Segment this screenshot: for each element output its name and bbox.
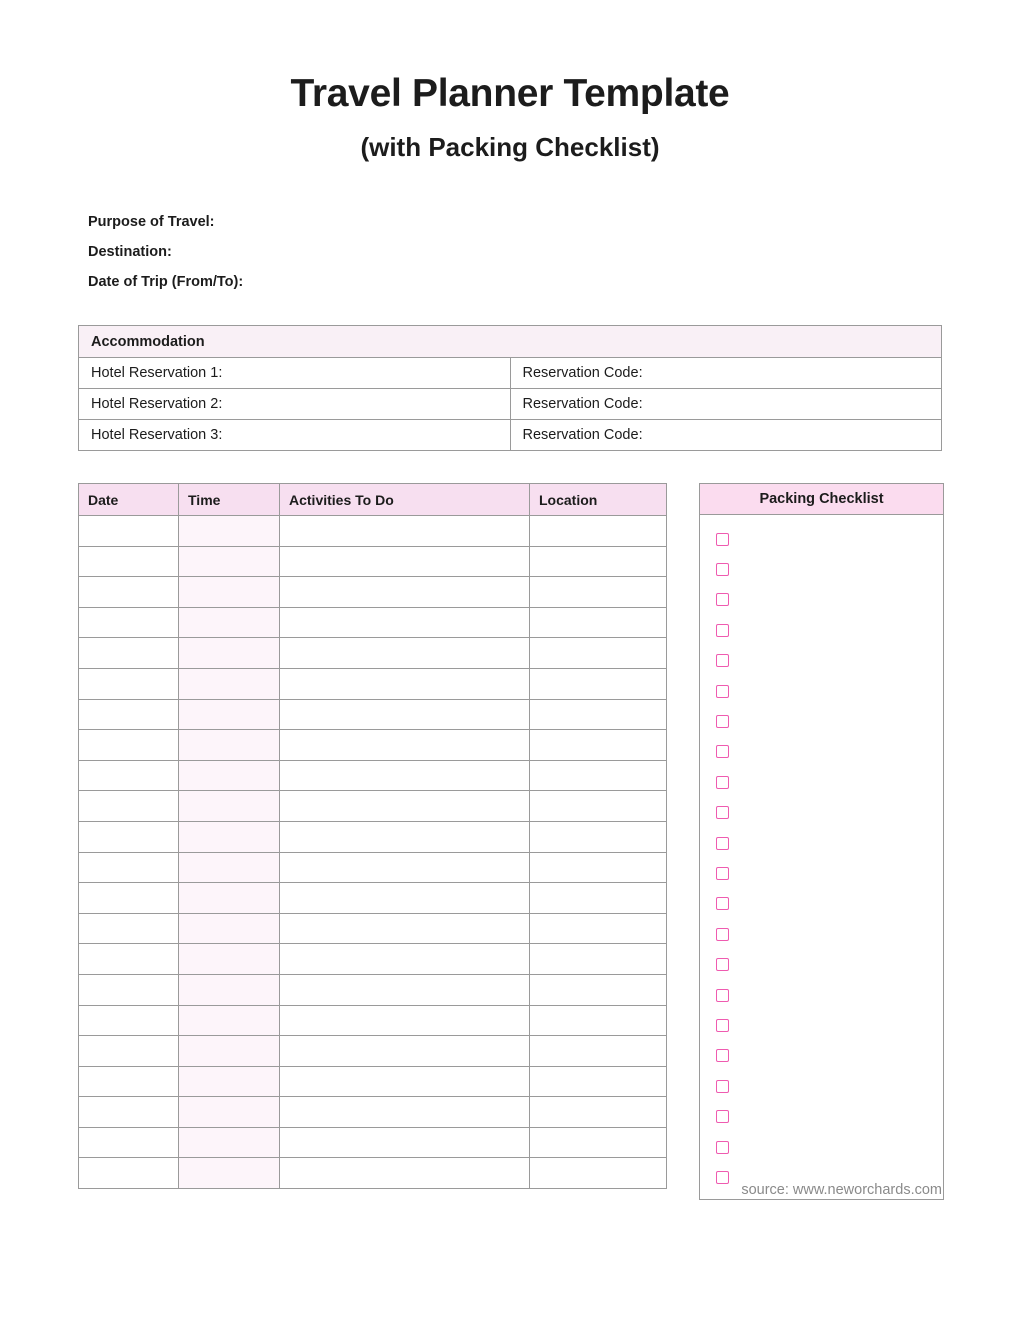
itinerary-cell-time[interactable] (179, 577, 280, 608)
itinerary-cell-time[interactable] (179, 883, 280, 914)
table-row (79, 1097, 667, 1128)
itinerary-header-row (79, 484, 667, 516)
itinerary-cell-date[interactable] (79, 546, 179, 577)
itinerary-cell-activity[interactable] (280, 1097, 530, 1128)
accommodation-heading: Accommodation (79, 326, 942, 358)
itinerary-cell-time[interactable] (179, 668, 280, 699)
checkbox-icon[interactable] (716, 958, 729, 971)
checkbox-icon[interactable] (716, 1080, 729, 1093)
lower-section (78, 483, 944, 1200)
itinerary-cell-location[interactable] (530, 1036, 667, 1067)
table-row (79, 577, 667, 608)
itinerary-cell-location[interactable] (530, 577, 667, 608)
checkbox-icon[interactable] (716, 806, 729, 819)
table-row (79, 326, 942, 358)
page-subtitle: (with Packing Checklist) (360, 132, 660, 162)
itinerary-cell-activity[interactable] (280, 852, 530, 883)
table-row (79, 1127, 667, 1158)
page-title: Travel Planner Template (290, 72, 730, 115)
table-row (79, 1036, 667, 1067)
reservation-code-1-cell[interactable]: Reservation Code: (510, 358, 942, 389)
itinerary-cell-time[interactable] (179, 638, 280, 669)
table-row (79, 607, 667, 638)
itinerary-cell-activity[interactable] (280, 1036, 530, 1067)
itinerary-cell-location[interactable] (530, 760, 667, 791)
itinerary-cell-time[interactable] (179, 944, 280, 975)
itinerary-cell-activity[interactable] (280, 821, 530, 852)
list-item (716, 585, 943, 615)
itinerary-cell-location[interactable] (530, 607, 667, 638)
checkbox-icon[interactable] (716, 715, 729, 728)
itinerary-body (79, 516, 667, 1189)
packing-checklist-heading: Packing Checklist (700, 484, 943, 515)
itinerary-cell-activity[interactable] (280, 791, 530, 822)
table-row (79, 516, 667, 547)
table-row (79, 546, 667, 577)
table-row (79, 883, 667, 914)
itinerary-cell-location[interactable] (530, 516, 667, 547)
itinerary-cell-date[interactable] (79, 760, 179, 791)
table-row (79, 668, 667, 699)
column-header-location: Location (530, 484, 667, 516)
date-of-trip-label: Date of Trip (From/To): (88, 274, 244, 290)
itinerary-cell-time[interactable] (179, 1097, 280, 1128)
hotel-reservation-2-cell[interactable]: Hotel Reservation 2: (79, 389, 511, 420)
itinerary-cell-time[interactable] (179, 546, 280, 577)
hotel-reservation-3-cell[interactable]: Hotel Reservation 3: (79, 420, 511, 451)
itinerary-cell-location[interactable] (530, 1158, 667, 1189)
table-row (79, 944, 667, 975)
itinerary-cell-activity[interactable] (280, 974, 530, 1005)
itinerary-cell-date[interactable] (79, 638, 179, 669)
list-item (716, 554, 943, 584)
accommodation-table (78, 325, 942, 451)
itinerary-cell-location[interactable] (530, 668, 667, 699)
table-row (79, 389, 942, 420)
itinerary-cell-activity[interactable] (280, 516, 530, 547)
itinerary-cell-location[interactable] (530, 638, 667, 669)
source-credit: source: www.neworchards.com (741, 1182, 942, 1198)
checkbox-icon[interactable] (716, 897, 729, 910)
reservation-code-2-cell[interactable]: Reservation Code: (510, 389, 942, 420)
list-item (716, 1071, 943, 1101)
itinerary-cell-location[interactable] (530, 883, 667, 914)
itinerary-cell-location[interactable] (530, 546, 667, 577)
itinerary-cell-date[interactable] (79, 1127, 179, 1158)
table-row (79, 699, 667, 730)
table-row (79, 730, 667, 761)
list-item (716, 1101, 943, 1131)
table-row (79, 420, 942, 451)
checkbox-icon[interactable] (716, 654, 729, 667)
itinerary-cell-activity[interactable] (280, 883, 530, 914)
itinerary-cell-time[interactable] (179, 852, 280, 883)
table-row (79, 913, 667, 944)
table-row (79, 760, 667, 791)
packing-checklist-panel (699, 483, 944, 1200)
itinerary-cell-activity[interactable] (280, 913, 530, 944)
list-item (716, 524, 943, 554)
table-row (79, 1066, 667, 1097)
list-item (716, 646, 943, 676)
itinerary-cell-date[interactable] (79, 1097, 179, 1128)
list-item (716, 767, 943, 797)
table-row (79, 1005, 667, 1036)
itinerary-cell-activity[interactable] (280, 944, 530, 975)
list-item (716, 949, 943, 979)
checkbox-icon[interactable] (716, 563, 729, 576)
itinerary-cell-activity[interactable] (280, 1127, 530, 1158)
list-item (716, 798, 943, 828)
itinerary-cell-location[interactable] (530, 852, 667, 883)
itinerary-cell-time[interactable] (179, 760, 280, 791)
list-item (716, 676, 943, 706)
checkbox-icon[interactable] (716, 1049, 729, 1062)
itinerary-cell-activity[interactable] (280, 760, 530, 791)
itinerary-cell-date[interactable] (79, 974, 179, 1005)
itinerary-cell-time[interactable] (179, 821, 280, 852)
checkbox-icon[interactable] (716, 624, 729, 637)
checkbox-icon[interactable] (716, 867, 729, 880)
itinerary-cell-activity[interactable] (280, 1066, 530, 1097)
table-row (79, 791, 667, 822)
itinerary-cell-date[interactable] (79, 1066, 179, 1097)
checkbox-icon[interactable] (716, 837, 729, 850)
itinerary-cell-date[interactable] (79, 913, 179, 944)
list-item (716, 1041, 943, 1071)
checkbox-icon[interactable] (716, 989, 729, 1002)
list-item (716, 737, 943, 767)
itinerary-cell-location[interactable] (530, 730, 667, 761)
itinerary-cell-time[interactable] (179, 1036, 280, 1067)
list-item (716, 615, 943, 645)
itinerary-cell-date[interactable] (79, 852, 179, 883)
list-item (716, 1010, 943, 1040)
table-row (79, 358, 942, 389)
itinerary-cell-location[interactable] (530, 913, 667, 944)
list-item (716, 919, 943, 949)
itinerary-cell-location[interactable] (530, 1005, 667, 1036)
itinerary-cell-location[interactable] (530, 944, 667, 975)
list-item (716, 858, 943, 888)
itinerary-cell-time[interactable] (179, 1158, 280, 1189)
itinerary-cell-date[interactable] (79, 1005, 179, 1036)
itinerary-cell-date[interactable] (79, 577, 179, 608)
checkbox-icon[interactable] (716, 1019, 729, 1032)
itinerary-cell-date[interactable] (79, 730, 179, 761)
itinerary-cell-time[interactable] (179, 607, 280, 638)
itinerary-cell-activity[interactable] (280, 638, 530, 669)
itinerary-cell-date[interactable] (79, 699, 179, 730)
table-row (79, 638, 667, 669)
list-item (716, 706, 943, 736)
itinerary-cell-activity[interactable] (280, 546, 530, 577)
itinerary-cell-activity[interactable] (280, 1158, 530, 1189)
itinerary-cell-activity[interactable] (280, 1005, 530, 1036)
itinerary-cell-time[interactable] (179, 974, 280, 1005)
hotel-reservation-1-cell[interactable]: Hotel Reservation 1: (79, 358, 511, 389)
column-header-date: Date (79, 484, 179, 516)
itinerary-cell-time[interactable] (179, 791, 280, 822)
list-item (716, 1132, 943, 1162)
list-item (716, 828, 943, 858)
checkbox-icon[interactable] (716, 1110, 729, 1123)
table-row (79, 974, 667, 1005)
checkbox-icon[interactable] (716, 928, 729, 941)
itinerary-cell-location[interactable] (530, 699, 667, 730)
itinerary-cell-date[interactable] (79, 607, 179, 638)
itinerary-cell-location[interactable] (530, 821, 667, 852)
list-item (716, 889, 943, 919)
itinerary-cell-date[interactable] (79, 883, 179, 914)
checkbox-icon[interactable] (716, 1141, 729, 1154)
itinerary-cell-time[interactable] (179, 1005, 280, 1036)
itinerary-cell-activity[interactable] (280, 668, 530, 699)
itinerary-cell-activity[interactable] (280, 577, 530, 608)
itinerary-cell-time[interactable] (179, 730, 280, 761)
checkbox-icon[interactable] (716, 685, 729, 698)
itinerary-cell-date[interactable] (79, 1036, 179, 1067)
itinerary-cell-date[interactable] (79, 821, 179, 852)
itinerary-cell-activity[interactable] (280, 730, 530, 761)
itinerary-cell-location[interactable] (530, 974, 667, 1005)
itinerary-table (78, 483, 667, 1189)
reservation-code-3-cell[interactable]: Reservation Code: (510, 420, 942, 451)
itinerary-cell-time[interactable] (179, 1127, 280, 1158)
checkbox-icon[interactable] (716, 776, 729, 789)
itinerary-cell-date[interactable] (79, 944, 179, 975)
table-row (79, 852, 667, 883)
checkbox-icon[interactable] (716, 593, 729, 606)
itinerary-cell-date[interactable] (79, 1158, 179, 1189)
purpose-of-travel-label: Purpose of Travel: (88, 214, 215, 230)
table-row (79, 1158, 667, 1189)
packing-checklist-body (700, 515, 943, 1199)
checkbox-icon[interactable] (716, 1171, 729, 1184)
destination-label: Destination: (88, 244, 172, 260)
itinerary-cell-location[interactable] (530, 1127, 667, 1158)
itinerary-cell-location[interactable] (530, 1066, 667, 1097)
checkbox-icon[interactable] (716, 533, 729, 546)
itinerary-cell-location[interactable] (530, 791, 667, 822)
checkbox-icon[interactable] (716, 745, 729, 758)
itinerary-cell-date[interactable] (79, 791, 179, 822)
trip-info-block (88, 207, 1020, 297)
column-header-activities: Activities To Do (280, 484, 530, 516)
itinerary-cell-time[interactable] (179, 913, 280, 944)
itinerary-cell-time[interactable] (179, 699, 280, 730)
table-row (79, 821, 667, 852)
itinerary-cell-activity[interactable] (280, 699, 530, 730)
itinerary-cell-time[interactable] (179, 1066, 280, 1097)
itinerary-cell-time[interactable] (179, 516, 280, 547)
itinerary-cell-location[interactable] (530, 1097, 667, 1128)
column-header-time: Time (179, 484, 280, 516)
itinerary-cell-date[interactable] (79, 516, 179, 547)
itinerary-cell-activity[interactable] (280, 607, 530, 638)
list-item (716, 980, 943, 1010)
itinerary-cell-date[interactable] (79, 668, 179, 699)
